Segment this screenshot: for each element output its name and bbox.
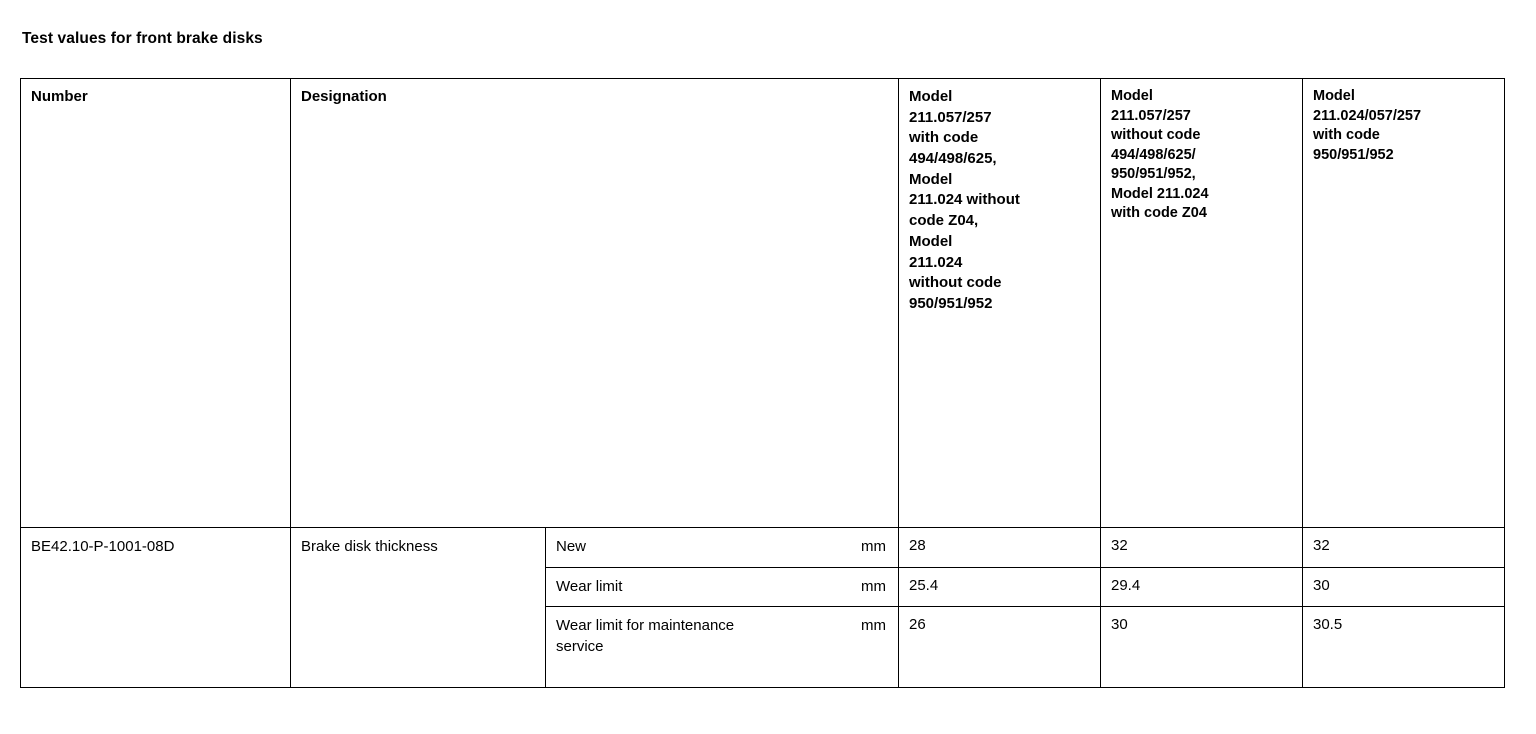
cell-value-col3-row2 (899, 567, 1101, 607)
header-model-col3-text (899, 79, 1100, 323)
header-col4-line-2: 211.057/257 (1111, 107, 1191, 124)
subrow-1-label: New (556, 538, 587, 555)
value-col5-row2: 30 (1313, 576, 1330, 594)
value-col4-row1: 32 (1111, 537, 1128, 554)
header-col3-line-6: 211.024 without (909, 191, 1020, 209)
value-col3-row2: 25.4 (909, 576, 939, 594)
header-col3-line-8: Model (909, 232, 953, 250)
subrow-3-unit: mm (861, 617, 886, 635)
header-col3-line-5: Model (909, 170, 953, 188)
header-col4-line-7: with code Z04 (1111, 205, 1207, 222)
header-number-label: Number (31, 88, 88, 105)
header-cell-model-col5 (1303, 79, 1505, 528)
cell-value-col3-row3 (899, 607, 1101, 688)
value-col4-row3: 30 (1111, 616, 1128, 634)
cell-value-col5-row1 (1303, 528, 1505, 568)
header-col4-line-3: without code (1111, 127, 1201, 144)
table-header-row (21, 79, 1505, 528)
header-cell-model-col3 (899, 79, 1101, 528)
header-col5-line-2: 211.024/057/257 (1313, 107, 1422, 124)
cell-subrow-label-2 (546, 567, 899, 607)
header-col4-line-1: Model (1111, 88, 1153, 104)
header-col3-line-3: with code (909, 129, 979, 147)
page-title: Test values for front brake disks (22, 30, 263, 47)
cell-subrow-label-3 (546, 607, 899, 688)
cell-value-col4-row1 (1101, 528, 1303, 568)
row-designation-text: Brake disk thickness (301, 538, 438, 555)
header-col5-line-1: Model (1313, 88, 1355, 104)
header-col3-line-10: without code (909, 274, 1002, 292)
header-col4-line-4: 494/498/625/ (1111, 146, 1196, 163)
header-col5-line-4: 950/951/952 (1313, 146, 1394, 163)
value-col5-row3: 30.5 (1313, 616, 1343, 634)
header-cell-designation (291, 79, 899, 528)
cell-value-col4-row3 (1101, 607, 1303, 688)
cell-subrow-label-1 (546, 528, 899, 568)
cell-designation-value (291, 528, 546, 688)
cell-value-col4-row2 (1101, 567, 1303, 607)
header-col5-line-3: with code (1313, 127, 1380, 144)
cell-value-col5-row2 (1303, 567, 1505, 607)
subrow-2-label: Wear limit (556, 577, 623, 595)
test-values-table (20, 78, 1505, 688)
header-col3-line-4: 494/498/625, (909, 150, 997, 168)
cell-number-value (21, 528, 291, 688)
header-designation-label: Designation (301, 88, 387, 105)
subrow-3-label: Wear limit for maintenance service (556, 617, 735, 656)
header-cell-model-col4 (1101, 79, 1303, 528)
header-col3-line-1: Model (909, 88, 953, 105)
subrow-2-inner (546, 568, 898, 607)
value-col5-row1: 32 (1313, 537, 1330, 554)
cell-value-col3-row1 (899, 528, 1101, 568)
header-col3-line-2: 211.057/257 (909, 108, 992, 126)
header-col3-line-7: code Z04, (909, 212, 979, 230)
value-col3-row1: 28 (909, 537, 926, 554)
header-col4-line-6: Model 211.024 (1111, 185, 1209, 202)
subrow-1-inner (546, 528, 898, 567)
table-row (21, 528, 1505, 568)
header-model-col4-text (1101, 79, 1302, 232)
cell-value-col5-row3 (1303, 607, 1505, 688)
header-cell-number (21, 79, 291, 528)
subrow-2-unit: mm (861, 577, 886, 595)
value-col3-row3: 26 (909, 616, 926, 634)
subrow-1-unit: mm (861, 538, 886, 555)
header-model-col5-text (1303, 79, 1504, 173)
header-col3-line-9: 211.024 (909, 253, 963, 271)
row-number-text: BE42.10-P-1001-08D (31, 538, 175, 555)
header-col3-line-11: 950/951/952 (909, 294, 993, 312)
subrow-3-inner (546, 607, 898, 666)
value-col4-row2: 29.4 (1111, 576, 1141, 594)
header-col4-line-5: 950/951/952, (1111, 166, 1196, 183)
